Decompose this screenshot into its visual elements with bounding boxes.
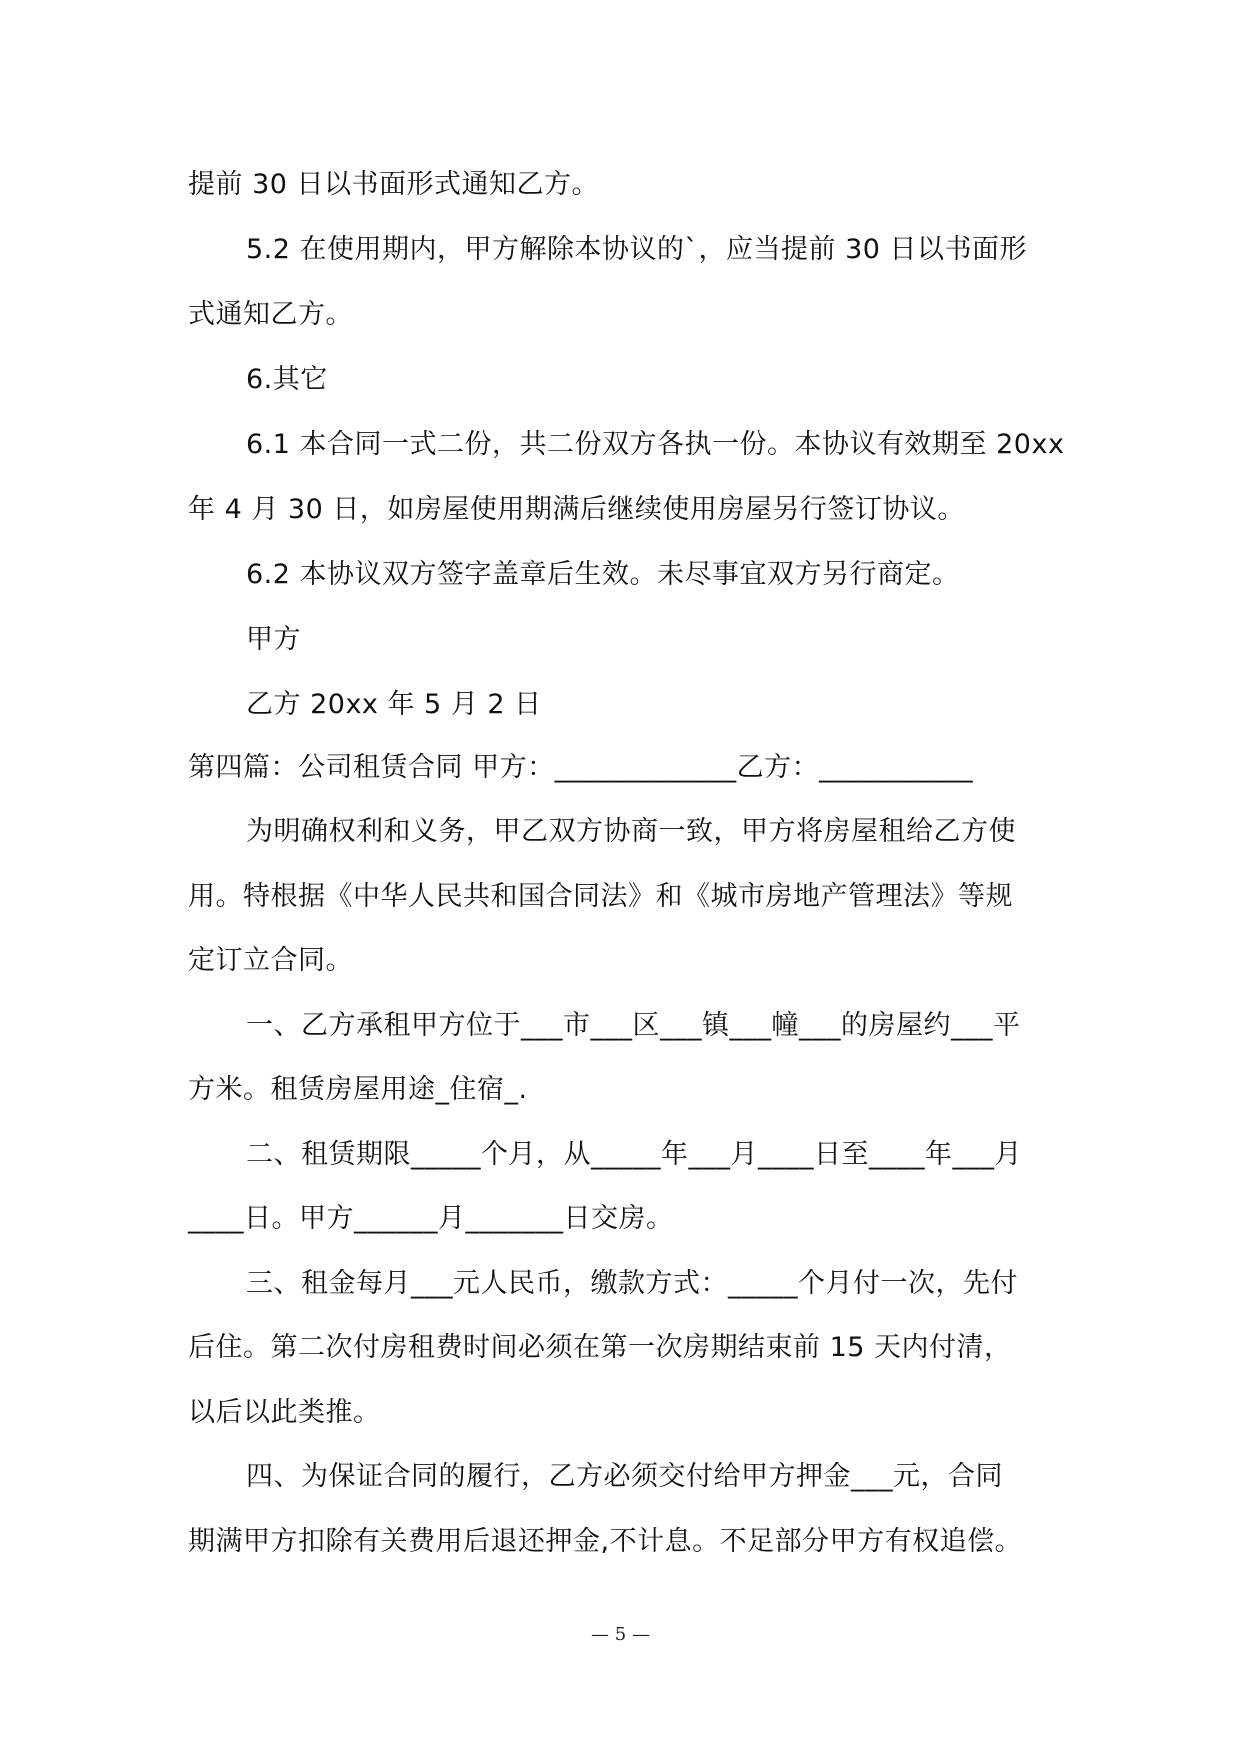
text-line: 6.2 本协议双方签字盖章后生效。未尽事宜双方另行商定。 bbox=[246, 559, 960, 590]
section-heading: 6.其它 bbox=[246, 364, 328, 395]
party-b-signature-date: 乙方 20xx 年 5 月 2 日 bbox=[246, 689, 542, 720]
text-line: 年 4 月 30 日，如房屋使用期满后继续使用房屋另行签订协议。 bbox=[188, 494, 965, 525]
text-line: 6.1 本合同一式二份，共二份双方各执一份。本协议有效期至 20xx bbox=[246, 429, 1065, 460]
page-number: — 5 — bbox=[591, 1624, 650, 1645]
text-line: 方米。租赁房屋用途_住宿_. bbox=[188, 1074, 528, 1105]
text-line: 用。特根据《中华人民共和国合同法》和《城市房地产管理法》等规 bbox=[188, 881, 1013, 912]
text-line: 三、租金每月___元人民币，缴款方式：_____个月付一次，先付 bbox=[246, 1268, 1018, 1299]
text-line: 一、乙方承租甲方位于___市___区___镇___幢___的房屋约___平 bbox=[246, 1010, 1021, 1041]
text-line: 为明确权利和义务，甲乙双方协商一致，甲方将房屋租给乙方使 bbox=[246, 816, 1016, 847]
text-line: 提前 30 日以书面形式通知乙方。 bbox=[188, 169, 600, 200]
text-line: ____日。甲方______月_______日交房。 bbox=[188, 1203, 674, 1234]
text-line: 式通知乙方。 bbox=[188, 299, 353, 330]
text-line: 定订立合同。 bbox=[188, 945, 353, 976]
contract-title-line: 第四篇：公司租赁合同 甲方：_____________乙方：___________ bbox=[188, 752, 974, 783]
text-line: 后住。第二次付房租费时间必须在第一次房期结束前 15 天内付清， bbox=[188, 1332, 1012, 1363]
text-line: 二、租赁期限_____个月，从_____年___月____日至____年___月 bbox=[246, 1139, 1022, 1170]
party-a-signature-label: 甲方 bbox=[246, 624, 301, 655]
text-line: 期满甲方扣除有关费用后退还押金,不计息。不足部分甲方有权追偿。 bbox=[188, 1526, 1023, 1557]
text-line: 以后以此类推。 bbox=[188, 1397, 381, 1428]
text-line: 5.2 在使用期内，甲方解除本协议的`，应当提前 30 日以书面形 bbox=[246, 234, 1028, 265]
text-line: 四、为保证合同的履行，乙方必须交付给甲方押金___元，合同 bbox=[246, 1461, 1003, 1492]
